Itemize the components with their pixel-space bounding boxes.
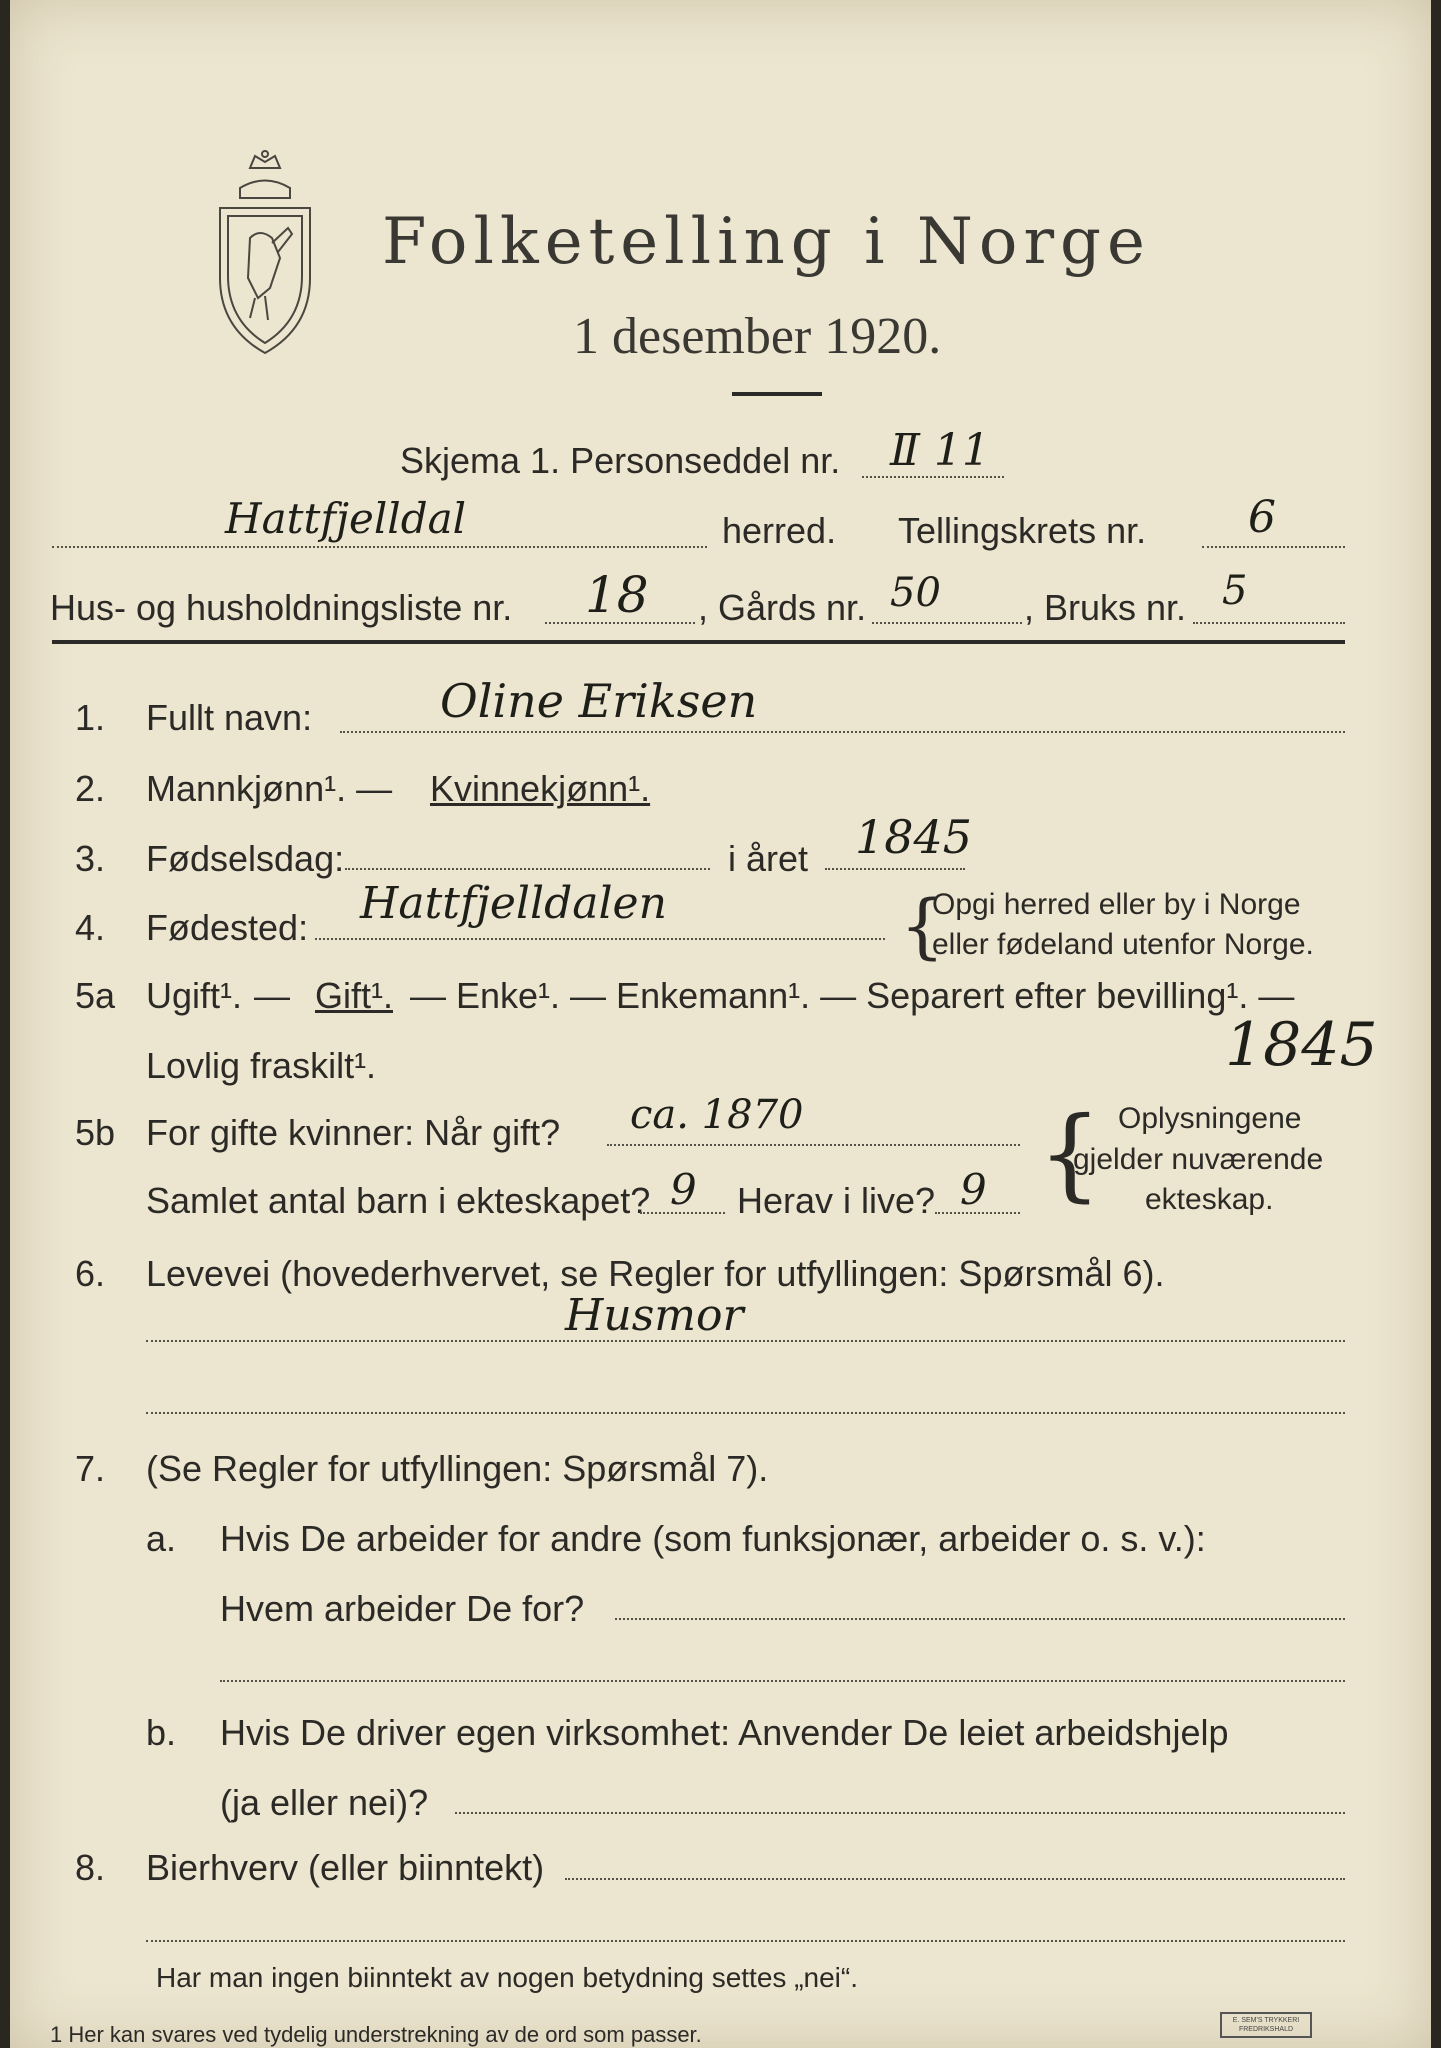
q3-number: 3. [75,838,106,879]
q5a-dash: — [254,975,290,1016]
census-form [10,0,1431,2048]
q5a-line2: Lovlig fraskilt¹. [146,1045,377,1086]
bruk-value: 5 [1222,568,1248,614]
q6-value: Husmor [565,1290,744,1341]
printer-stamp: E. SEM'S TRYKKERI FREDRIKSHALD [1220,2012,1312,2038]
q4-brace: { [900,885,945,967]
q7a-letter: a. [146,1518,177,1559]
q2-mann: Mannkjønn¹. — [146,768,393,809]
q5b-alive-label: Herav i live? [737,1180,936,1221]
husliste-value: 18 [585,566,649,624]
q2-number: 2. [75,768,106,809]
bruk-dots [1193,622,1345,624]
q3-dots [345,868,710,870]
q5b-note-2: gjelder nuværende [1073,1143,1324,1176]
krets-value: 6 [1248,492,1276,543]
q1-label: Fullt navn: [146,697,313,738]
q6-dots-2 [146,1412,1345,1414]
q2-kvinne: Kvinnekjønn¹. [430,768,651,809]
herred-label: herred. [722,510,837,551]
q7a-label: Hvem arbeider De for? [220,1588,585,1629]
q4-dots [315,938,885,940]
q7a-dots-1 [615,1618,1345,1620]
q3-year-value: 1845 [855,810,973,864]
q4-label: Fødested: [146,907,309,948]
schema-value: Ⅱ 11 [890,425,990,476]
q5b-label: For gifte kvinner: Når gift? [146,1112,561,1153]
bruk-label: , Bruks nr. [1024,587,1187,628]
q8-dots-2 [146,1940,1345,1942]
q7b-label: (ja eller nei)? [220,1782,429,1823]
q5b-children-label: Samlet antal barn i ekteskapet? [146,1180,651,1221]
q7-number: 7. [75,1448,106,1489]
form-title: Folketelling i Norge [382,205,1151,279]
q3-label: Fødselsdag: [146,838,345,879]
q8-label: Bierhverv (eller biinntekt) [146,1847,545,1888]
q5b-note-1: Oplysningene [1118,1102,1302,1135]
gard-label: , Gårds nr. [698,587,867,628]
gard-value: 50 [890,570,941,616]
q5a-rest: — Enke¹. — Enkemann¹. — Separert efter bevilling¹. — [410,975,1295,1016]
q7a-text: Hvis De arbeider for andre (som funksjonær, arbeider o. s. v.): [220,1518,1206,1559]
q3-year-label: i året [728,838,809,879]
norway-coat-of-arms-icon [210,148,320,358]
q5b-alive-value: 9 [960,1165,987,1214]
krets-label: Tellingskrets nr. [898,510,1147,551]
q6-dots-1 [146,1340,1345,1342]
q8-dots [565,1878,1345,1880]
q7-label: (Se Regler for utfyllingen: Spørsmål 7). [146,1448,769,1489]
schema-label: Skjema 1. Personseddel nr. [400,440,841,481]
q6-label: Levevei (hovederhvervet, se Regler for utfyllingen: Spørsmål 6). [146,1253,1165,1294]
herred-dots [52,546,707,548]
footnote: 1 Her kan svares ved tydelig understrekning av de ord som passer. [50,2022,702,2047]
q7a-dots-2 [220,1680,1345,1682]
q8-number: 8. [75,1847,106,1888]
q7b-text: Hvis De driver egen virksomhet: Anvender De leiet arbeidshjelp [220,1712,1229,1753]
krets-dots [1202,546,1345,548]
q5b-brace: { [1038,1095,1102,1212]
census-date: 1 desember 1920. [573,308,942,365]
q5a-number: 5a [75,975,116,1016]
q1-dots [340,731,1345,733]
q5a-gift: Gift¹. [315,975,393,1016]
q1-number: 1. [75,697,106,738]
footer-note: Har man ingen biinntekt av nogen betydning settes „nei“. [156,1962,858,1993]
q4-number: 4. [75,907,106,948]
q7b-dots [455,1812,1345,1814]
q5a-ugift: Ugift¹. [146,975,243,1016]
husliste-label: Hus- og husholdningsliste nr. [50,587,513,628]
q5b-note-3: ekteskap. [1145,1183,1274,1216]
q4-note-2: eller fødeland utenfor Norge. [932,928,1314,961]
schema-dots [862,476,1004,478]
title-divider [732,392,822,396]
q5b-when-value: ca. 1870 [630,1092,804,1138]
gard-dots [872,622,1022,624]
q5b-children-value: 9 [670,1165,697,1214]
q1-value: Oline Eriksen [440,674,758,728]
q5b-when-dots [607,1144,1020,1146]
q5b-number: 5b [75,1112,116,1153]
header-rule [52,640,1345,644]
herred-value: Hattfjelldal [225,494,467,543]
q7b-letter: b. [146,1712,177,1753]
q4-note-1: Opgi herred eller by i Norge [932,888,1301,921]
q6-number: 6. [75,1253,106,1294]
q4-value: Hattfjelldalen [360,878,667,929]
q3-year-dots [825,868,965,870]
q5a-annotation: 1845 [1225,1010,1378,1080]
